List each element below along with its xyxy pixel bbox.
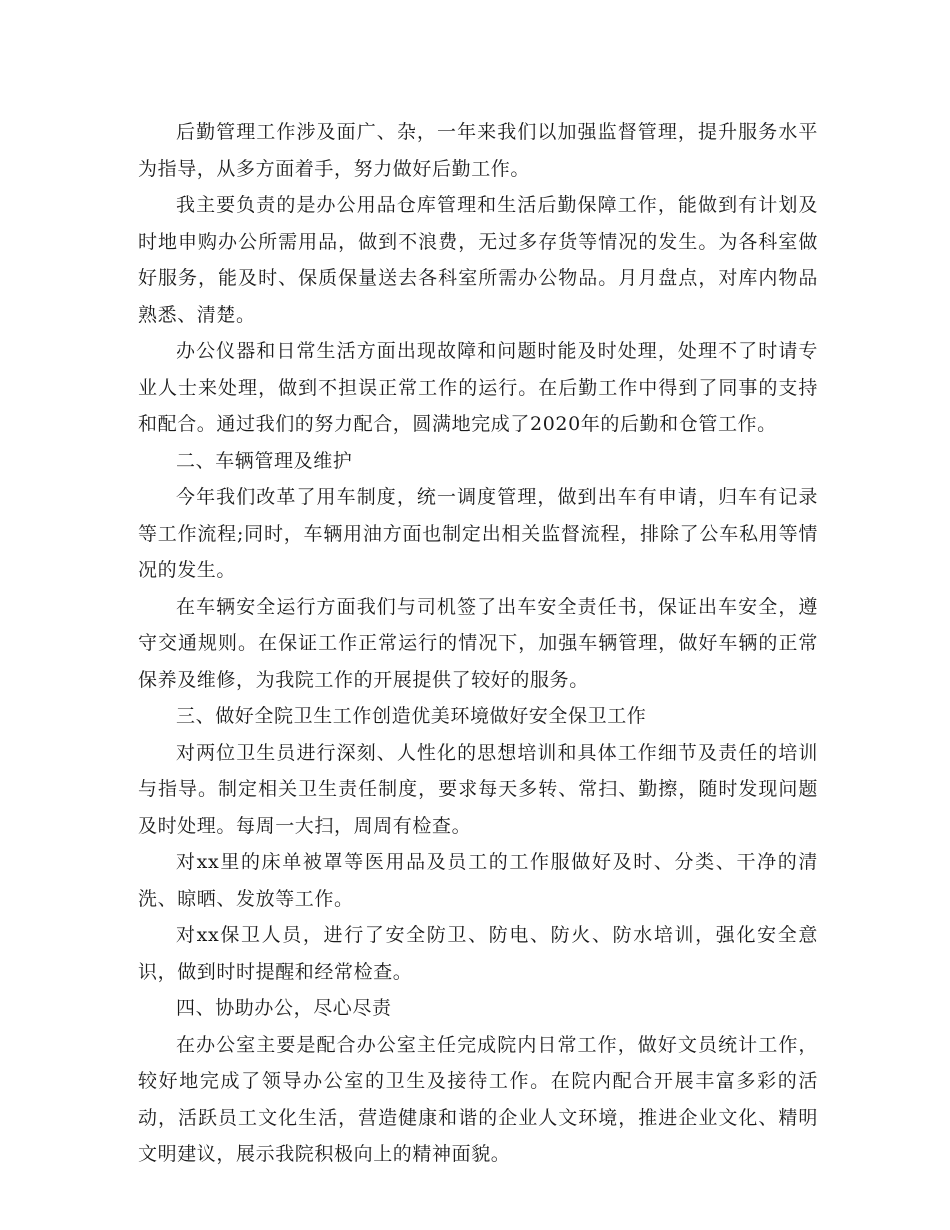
document-body: [138, 114, 818, 1173]
paragraph-equipment-repair: 办公仪器和日常生活方面出现故障和问题时能及时处理，处理不了时请专业人士来处理，做到不担误正常工作的运行。在后勤工作中得到了同事的支持和配合。通过我们的努力配合，圆满地完成了2020年的后勤和仓管工作。: [138, 340, 818, 435]
section-heading-vehicles: 二、车辆管理及维护: [176, 449, 353, 472]
paragraph-security-staff: 对xx保卫人员，进行了安全防卫、防电、防火、防水培训，强化安全意识，做到时时提醒和经常检查。: [138, 924, 818, 983]
paragraph-office-work: 在办公室主要是配合办公室主任完成院内日常工作，做好文员统计工作，较好地完成了领导办公室的卫生及接待工作。在院内配合开展丰富多彩的活动，活跃员工文化生活，营造健康和谐的企业人文环境，推进企业文化、精明文明建议，展示我院积极向上的精神面貌。: [138, 1033, 818, 1165]
paragraph-office-supplies: 我主要负责的是办公用品仓库管理和生活后勤保障工作，能做到有计划及时地申购办公所需用品，做到不浪费，无过多存货等情况的发生。为各科室做好服务，能及时、保质保量送去各科室所需办公物品。月月盘点，对库内物品熟悉、清楚。: [138, 194, 818, 326]
paragraph-logistics-intro: 后勤管理工作涉及面广、杂，一年来我们以加强监督管理，提升服务水平为指导，从多方面着手，努力做好后勤工作。: [138, 121, 818, 180]
paragraph-laundry: 对xx里的床单被罩等医用品及员工的工作服做好及时、分类、干净的清洗、晾晒、发放等工作。: [138, 851, 818, 910]
section-heading-office-assist: 四、协助办公，尽心尽责: [176, 997, 392, 1019]
paragraph-vehicle-system: 今年我们改革了用车制度，统一调度管理，做到出车有申请，归车有记录等工作流程;同时，车辆用油方面也制定出相关监督流程，排除了公车私用等情况的发生。: [138, 486, 818, 581]
section-heading-hygiene-security: 三、做好全院卫生工作创造优美环境做好安全保卫工作: [176, 705, 647, 727]
paragraph-cleaning-staff: 对两位卫生员进行深刻、人性化的思想培训和具体工作细节及责任的培训与指导。制定相关卫生责任制度，要求每天多转、常扫、勤擦，随时发现问题及时处理。每周一大扫，周周有检查。: [138, 741, 818, 837]
paragraph-vehicle-safety: 在车辆安全运行方面我们与司机签了出车安全责任书，保证出车安全，遵守交通规则。在保证工作正常运行的情况下，加强车辆管理，做好车辆的正常保养及维修，为我院工作的开展提供了较好的服务。: [138, 595, 818, 691]
